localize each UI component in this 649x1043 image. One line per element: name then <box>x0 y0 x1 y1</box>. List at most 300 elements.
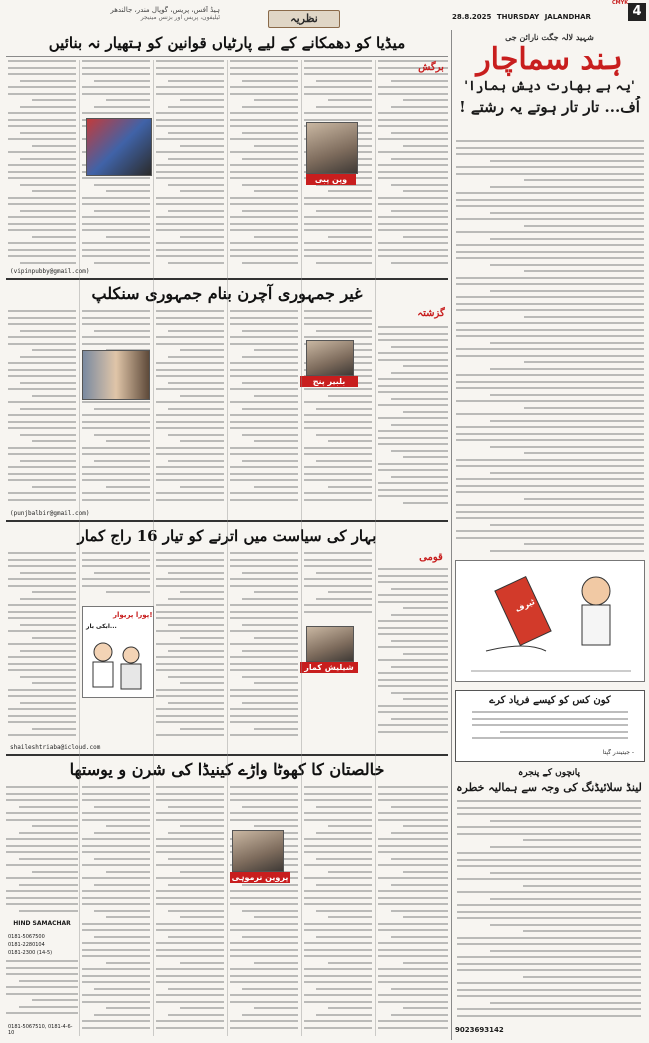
text-line <box>391 210 448 212</box>
text-line <box>378 378 448 380</box>
text-line <box>8 242 76 244</box>
text-line <box>500 731 628 733</box>
text-line <box>230 643 298 645</box>
text-line <box>242 460 298 462</box>
text-line <box>230 60 298 62</box>
text-line <box>242 330 298 332</box>
text-line <box>378 968 448 970</box>
author-photo-balbir <box>306 340 354 376</box>
text-line <box>391 910 448 912</box>
text-line <box>456 491 644 493</box>
text-line <box>378 646 448 648</box>
text-line <box>82 453 150 455</box>
text-line <box>230 721 298 723</box>
text-line <box>316 460 372 462</box>
text-line <box>456 374 644 376</box>
text-line <box>304 73 372 75</box>
text-line <box>156 93 224 95</box>
text-line <box>8 203 76 205</box>
text-line <box>168 106 224 108</box>
text-line <box>230 119 298 121</box>
text-line <box>378 838 448 840</box>
text-line <box>403 411 448 413</box>
lower-left-col-3 <box>156 552 224 742</box>
text-line <box>391 718 448 720</box>
text-line <box>8 669 76 671</box>
text-line <box>242 936 298 938</box>
text-line <box>6 890 78 892</box>
text-line <box>391 858 448 860</box>
text-line <box>32 637 76 639</box>
text-line <box>8 479 76 481</box>
text-line <box>230 317 298 319</box>
text-line <box>378 463 448 465</box>
text-line <box>19 858 78 860</box>
text-line <box>8 401 76 403</box>
text-line <box>304 611 372 613</box>
text-line <box>472 711 628 713</box>
cmyk-label: CMYK <box>612 0 629 6</box>
text-line <box>94 806 150 808</box>
text-line <box>230 453 298 455</box>
text-line <box>82 864 150 866</box>
text-line <box>457 963 641 965</box>
text-line <box>106 99 150 101</box>
text-line <box>378 171 448 173</box>
text-line <box>82 812 150 814</box>
bihar-cartoon-caption-left: ابکی بار... <box>86 623 117 630</box>
text-line <box>94 408 150 410</box>
text-line <box>8 447 76 449</box>
text-line <box>168 132 224 134</box>
text-line <box>168 598 224 600</box>
text-line <box>32 145 76 147</box>
text-line <box>168 858 224 860</box>
text-line <box>180 145 224 147</box>
text-line <box>82 552 150 554</box>
text-line <box>316 988 372 990</box>
text-line <box>316 806 372 808</box>
text-line <box>156 60 224 62</box>
text-line <box>156 421 224 423</box>
text-line <box>94 80 150 82</box>
text-line <box>82 903 150 905</box>
text-line <box>8 310 76 312</box>
text-line <box>156 1020 224 1022</box>
text-line <box>8 617 76 619</box>
text-line <box>316 832 372 834</box>
text-line <box>82 466 150 468</box>
text-line <box>230 786 298 788</box>
text-line <box>32 349 76 351</box>
text-line <box>20 262 76 264</box>
text-line <box>20 434 76 436</box>
text-line <box>304 1001 372 1003</box>
text-line <box>456 537 644 539</box>
text-line <box>230 578 298 580</box>
text-line <box>106 190 150 192</box>
text-line <box>391 476 448 478</box>
text-line <box>304 112 372 114</box>
text-line <box>168 434 224 436</box>
text-line <box>156 336 224 338</box>
text-line <box>6 986 78 988</box>
text-line <box>456 173 644 175</box>
text-line <box>20 330 76 332</box>
text-line <box>254 145 298 147</box>
text-line <box>230 715 298 717</box>
text-line <box>156 715 224 717</box>
text-line <box>242 598 298 600</box>
text-line <box>304 317 372 319</box>
text-line <box>254 440 298 442</box>
text-line <box>490 446 644 448</box>
text-line <box>524 407 644 409</box>
text-line <box>316 598 372 600</box>
text-line <box>456 283 644 285</box>
masthead-founder-line: شہید لالہ جگت نارائن جی <box>505 32 594 42</box>
text-line <box>168 80 224 82</box>
text-line <box>391 614 448 616</box>
text-line <box>156 663 224 665</box>
text-line <box>180 440 224 442</box>
lower-left-column-name: قومی <box>419 552 443 563</box>
text-line <box>230 611 298 613</box>
text-line <box>304 119 372 121</box>
text-line <box>378 177 448 179</box>
text-line <box>304 786 372 788</box>
text-line <box>156 249 224 251</box>
text-line <box>156 890 224 892</box>
text-line <box>230 565 298 567</box>
text-line <box>156 151 224 153</box>
text-line <box>94 910 150 912</box>
text-line <box>82 223 150 225</box>
text-line <box>378 482 448 484</box>
text-line <box>403 962 448 964</box>
text-line <box>6 993 78 995</box>
text-line <box>20 572 76 574</box>
text-line <box>82 93 150 95</box>
text-line <box>230 375 298 377</box>
text-line <box>168 572 224 574</box>
text-line <box>156 164 224 166</box>
text-line <box>304 421 372 423</box>
text-line <box>378 430 448 432</box>
text-line <box>378 851 448 853</box>
top-left-email: (vipinpubby@gmail.com) <box>10 268 90 275</box>
text-line <box>156 708 224 710</box>
text-line <box>403 916 448 918</box>
text-line <box>403 365 448 367</box>
text-line <box>378 897 448 899</box>
text-line <box>230 812 298 814</box>
text-line <box>316 330 372 332</box>
text-line <box>457 852 641 854</box>
text-line <box>230 955 298 957</box>
text-line <box>168 806 224 808</box>
text-line <box>391 988 448 990</box>
imprint-bottom-text <box>6 960 78 1022</box>
text-line <box>391 692 448 694</box>
text-line <box>8 715 76 717</box>
text-line <box>230 151 298 153</box>
section-title-badge <box>268 10 340 28</box>
text-line <box>168 330 224 332</box>
text-line <box>254 236 298 238</box>
middle-left-column-name: گزشتہ <box>417 308 445 319</box>
text-line <box>242 106 298 108</box>
text-line <box>456 517 644 519</box>
text-line <box>156 669 224 671</box>
text-line <box>304 552 372 554</box>
text-line <box>156 388 224 390</box>
text-line <box>230 362 298 364</box>
text-line <box>94 988 150 990</box>
text-line <box>82 310 150 312</box>
page-number-box <box>628 3 646 21</box>
text-line <box>156 112 224 114</box>
text-line <box>82 401 150 403</box>
text-line <box>106 236 150 238</box>
text-line <box>82 955 150 957</box>
text-line <box>328 962 372 964</box>
text-line <box>230 669 298 671</box>
text-line <box>230 499 298 501</box>
text-line <box>8 67 76 69</box>
text-line <box>180 395 224 397</box>
text-line <box>8 565 76 567</box>
text-line <box>304 604 372 606</box>
text-line <box>168 936 224 938</box>
text-line <box>230 125 298 127</box>
col-rule-4 <box>301 60 302 1036</box>
text-line <box>316 1014 372 1016</box>
text-line <box>8 164 76 166</box>
text-line <box>180 591 224 593</box>
text-line <box>230 223 298 225</box>
text-line <box>8 177 76 179</box>
text-line <box>378 255 448 257</box>
text-line <box>156 877 224 879</box>
text-line <box>391 832 448 834</box>
text-line <box>8 112 76 114</box>
text-line <box>304 929 372 931</box>
text-line <box>8 369 76 371</box>
text-line <box>230 585 298 587</box>
text-line <box>20 158 76 160</box>
text-line <box>106 825 150 827</box>
text-line <box>457 859 641 861</box>
text-line <box>6 960 78 962</box>
text-line <box>304 242 372 244</box>
text-line <box>20 80 76 82</box>
text-line <box>82 565 150 567</box>
text-line <box>168 356 224 358</box>
text-line <box>403 825 448 827</box>
text-line <box>304 955 372 957</box>
author-photo-shailesh <box>306 626 354 662</box>
masthead-tagline-top: ہیڈ آفس، پریس، گوپال مندر، جالندھر <box>110 6 220 14</box>
text-line <box>403 1007 448 1009</box>
text-line <box>32 236 76 238</box>
text-line <box>304 565 372 567</box>
text-line <box>230 466 298 468</box>
imprint-phone-2: 0181-2280104 <box>8 942 45 948</box>
text-line <box>156 414 224 416</box>
text-line <box>156 369 224 371</box>
text-line <box>168 460 224 462</box>
text-line <box>230 734 298 736</box>
text-line <box>106 916 150 918</box>
text-line <box>230 708 298 710</box>
text-line <box>32 591 76 593</box>
lower-left-author: شیلیش کمار <box>300 662 358 673</box>
text-line <box>8 171 76 173</box>
text-line <box>156 656 224 658</box>
text-line <box>316 80 372 82</box>
text-line <box>378 437 448 439</box>
text-line <box>94 262 150 264</box>
text-line <box>242 158 298 160</box>
text-line <box>378 581 448 583</box>
text-line <box>304 578 372 580</box>
text-line <box>378 138 448 140</box>
text-line <box>304 414 372 416</box>
text-line <box>8 125 76 127</box>
poem-box <box>455 690 645 762</box>
text-line <box>242 408 298 410</box>
text-line <box>82 877 150 879</box>
text-line <box>456 205 644 207</box>
text-line <box>457 904 641 906</box>
text-line <box>82 1020 150 1022</box>
text-line <box>8 323 76 325</box>
col-rule-1 <box>79 60 80 1036</box>
text-line <box>457 865 641 867</box>
bihar-cartoon <box>82 606 154 698</box>
text-line <box>156 565 224 567</box>
top-middle-column-name: برگش <box>418 62 444 73</box>
text-line <box>6 967 78 969</box>
text-line <box>156 949 224 951</box>
imprint-phone-4: 0181-5067510, 0181-4-6-10 <box>8 1024 73 1036</box>
text-line <box>156 617 224 619</box>
text-line <box>168 210 224 212</box>
text-line <box>82 923 150 925</box>
text-line <box>156 819 224 821</box>
text-line <box>94 330 150 332</box>
text-line <box>230 171 298 173</box>
text-line <box>328 236 372 238</box>
text-line <box>242 434 298 436</box>
text-line <box>378 489 448 491</box>
text-line <box>391 1014 448 1016</box>
top-left-headline: میڈیا کو دھمکانے کے لیے پارٹیاں قوانین کو ہتھیار نہ بنائیں <box>48 34 406 52</box>
text-line <box>168 702 224 704</box>
text-line <box>8 695 76 697</box>
text-line <box>230 73 298 75</box>
text-line <box>304 975 372 977</box>
text-line <box>6 838 78 840</box>
middle-left-author: بلبیر پنج <box>300 376 358 387</box>
text-line <box>82 317 150 319</box>
text-line <box>6 812 78 814</box>
imprint-top-text <box>6 786 78 916</box>
text-line <box>316 910 372 912</box>
text-line <box>106 871 150 873</box>
text-line <box>378 197 448 199</box>
text-line <box>82 499 150 501</box>
text-line <box>20 408 76 410</box>
text-line <box>8 362 76 364</box>
text-line <box>456 309 644 311</box>
text-line <box>19 910 78 912</box>
text-line <box>378 679 448 681</box>
text-line <box>242 1014 298 1016</box>
masthead-brand: ہند سماچار <box>476 42 623 77</box>
text-line <box>168 1014 224 1016</box>
text-line <box>230 929 298 931</box>
text-line <box>378 955 448 957</box>
text-line <box>8 249 76 251</box>
text-line <box>254 637 298 639</box>
text-line <box>304 981 372 983</box>
text-line <box>456 400 644 402</box>
text-line <box>32 871 78 873</box>
text-line <box>378 864 448 866</box>
text-line <box>304 336 372 338</box>
text-line <box>6 786 78 788</box>
text-line <box>156 1027 224 1029</box>
text-line <box>82 786 150 788</box>
imprint-phone-3: 0181-2300 (14-5) <box>8 950 53 956</box>
text-line <box>82 242 150 244</box>
text-line <box>230 552 298 554</box>
text-line <box>8 453 76 455</box>
lower-left-email: shaileshtriaba@icloud.com <box>10 744 101 751</box>
text-line <box>168 408 224 410</box>
lower-left-col-5 <box>304 552 372 622</box>
text-line <box>8 604 76 606</box>
text-line <box>391 884 448 886</box>
text-line <box>378 404 448 406</box>
text-line <box>6 903 78 905</box>
text-line <box>8 578 76 580</box>
text-line <box>456 166 644 168</box>
right-bottom-headline: لینڈ سلائیڈنگ کی وجہ سے ہمالیہ خطرہ <box>456 781 642 794</box>
text-line <box>254 825 298 827</box>
text-line <box>230 323 298 325</box>
text-line <box>254 728 298 730</box>
text-line <box>304 388 372 390</box>
text-line <box>156 86 224 88</box>
date-day: 28.8.2025 <box>452 13 492 21</box>
text-line <box>8 552 76 554</box>
text-line <box>156 343 224 345</box>
text-line <box>378 119 448 121</box>
text-line <box>230 1001 298 1003</box>
text-line <box>156 929 224 931</box>
text-line <box>456 147 644 149</box>
text-line <box>378 981 448 983</box>
text-line <box>8 119 76 121</box>
tariff-cartoon-drawing <box>456 561 644 681</box>
bottom-left-col-1 <box>82 786 150 1036</box>
text-line <box>523 839 641 841</box>
imprint-title: HIND SAMACHAR <box>13 920 71 927</box>
masthead-block <box>452 30 647 140</box>
